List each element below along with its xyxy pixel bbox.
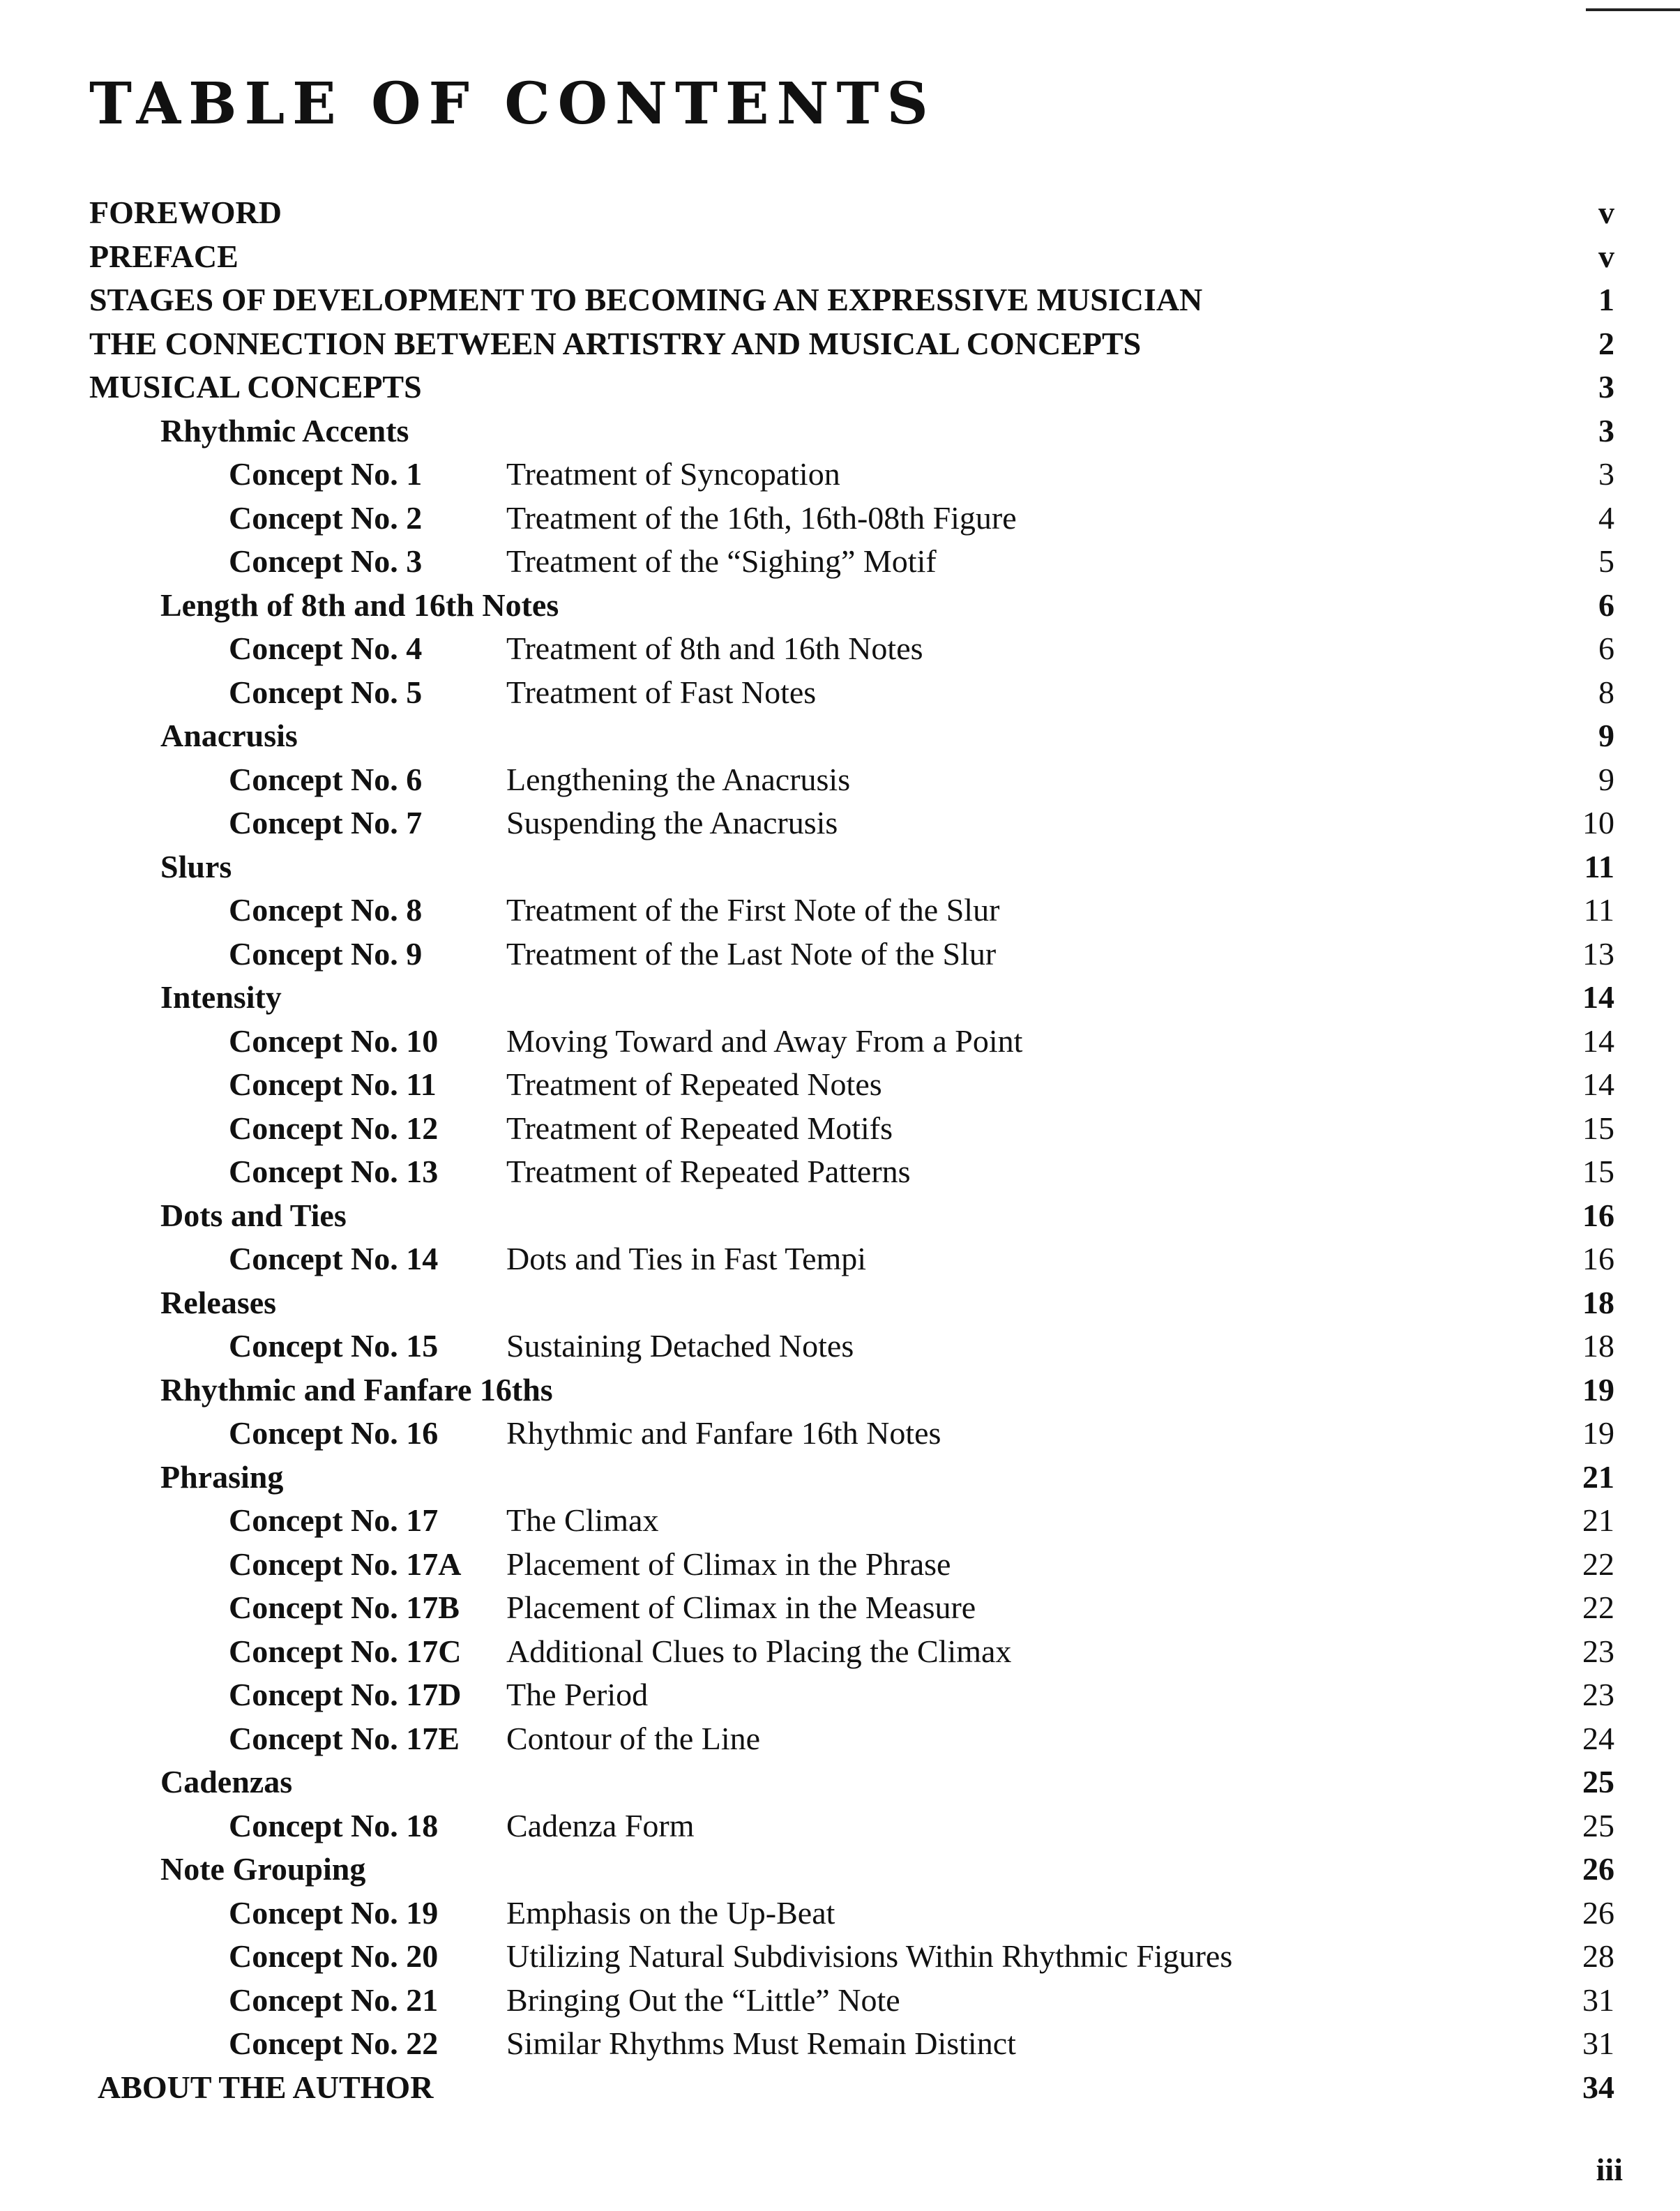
- toc-entry-description: Sustaining Detached Notes: [506, 1328, 854, 1364]
- toc-entry-label: Concept No. 8: [229, 892, 423, 928]
- toc-entry-label: Anacrusis: [160, 718, 298, 753]
- toc-entry-concept: [0, 1673, 1680, 1717]
- toc-entry-label: STAGES OF DEVELOPMENT TO BECOMING AN EXPRESSIVE MUSICIAN: [89, 282, 1203, 317]
- toc-entry-label: Concept No. 20: [229, 1938, 439, 1974]
- toc-entry-concept: [0, 1063, 1680, 1107]
- toc-entry-label: Note Grouping: [160, 1851, 366, 1887]
- toc-entry-description: Treatment of the “Sighing” Motif: [506, 543, 937, 579]
- toc-entry-concept: [0, 1717, 1680, 1761]
- toc-entry-sub: [0, 409, 1680, 453]
- table-of-contents: [0, 191, 1680, 2109]
- toc-entry-label: Concept No. 17A: [229, 1546, 462, 1582]
- toc-entry-label: Concept No. 21: [229, 1982, 439, 2018]
- toc-entry-main: [0, 278, 1680, 322]
- toc-entry-page-number: 23: [1582, 1633, 1614, 1669]
- toc-entry-page-number: 22: [1582, 1546, 1614, 1582]
- toc-entry-description: Treatment of 8th and 16th Notes: [506, 631, 923, 666]
- toc-entry-page-number: 28: [1582, 1938, 1614, 1974]
- toc-entry-label: Concept No. 16: [229, 1415, 439, 1451]
- toc-entry-label: Length of 8th and 16th Notes: [160, 587, 559, 623]
- toc-entry-page-number: 6: [1598, 631, 1614, 666]
- toc-entry-description: Treatment of Fast Notes: [506, 674, 817, 710]
- toc-entry-page-number: 31: [1582, 2025, 1614, 2061]
- toc-entry-page-number: 14: [1582, 1066, 1614, 1102]
- toc-entry-page-number: 3: [1598, 412, 1614, 448]
- toc-entry-label: Dots and Ties: [160, 1197, 347, 1233]
- toc-entry-page-number: 14: [1582, 1023, 1614, 1059]
- toc-entry-label: Concept No. 12: [229, 1110, 439, 1146]
- toc-entry-description: Contour of the Line: [506, 1720, 761, 1756]
- toc-entry-last-main: [0, 2066, 1680, 2110]
- toc-entry-page-number: 25: [1582, 1764, 1614, 1799]
- toc-entry-label: Concept No. 4: [229, 631, 423, 666]
- toc-entry-concept: [0, 1892, 1680, 1935]
- toc-entry-page-number: 10: [1582, 805, 1614, 840]
- toc-entry-label: Concept No. 17E: [229, 1720, 460, 1756]
- toc-entry-page-number: 9: [1598, 718, 1614, 753]
- toc-entry-concept: [0, 758, 1680, 802]
- toc-entry-sub: [0, 845, 1680, 889]
- toc-entry-page-number: 3: [1598, 369, 1614, 405]
- toc-entry-sub: [0, 1848, 1680, 1892]
- toc-entry-concept: [0, 1150, 1680, 1194]
- toc-entry-page-number: 19: [1582, 1371, 1614, 1408]
- toc-entry-description: Suspending the Anacrusis: [506, 805, 838, 840]
- toc-entry-concept: [0, 889, 1680, 933]
- toc-entry-sub: [0, 1456, 1680, 1500]
- toc-entry-page-number: v: [1598, 195, 1614, 230]
- toc-entry-sub: [0, 714, 1680, 758]
- toc-entry-description: Utilizing Natural Subdivisions Within Rhythmic Figures: [506, 1938, 1233, 1974]
- toc-entry-description: Treatment of Repeated Patterns: [506, 1154, 911, 1189]
- toc-entry-label: Concept No. 3: [229, 543, 423, 579]
- toc-entry-description: Treatment of the First Note of the Slur: [506, 892, 1000, 928]
- toc-entry-concept: [0, 1935, 1680, 1979]
- toc-entry-description: Placement of Climax in the Measure: [506, 1590, 976, 1625]
- toc-entry-concept: [0, 1499, 1680, 1543]
- toc-entry-page-number: 22: [1582, 1590, 1614, 1625]
- toc-entry-page-number: 8: [1598, 674, 1614, 710]
- toc-entry-label: Concept No. 18: [229, 1807, 439, 1843]
- toc-entry-page-number: 5: [1598, 543, 1614, 579]
- toc-entry-sub: [0, 976, 1680, 1020]
- toc-entry-page-number: 4: [1598, 499, 1614, 536]
- toc-entry-label: Phrasing: [160, 1458, 284, 1495]
- page-number: iii: [1596, 2152, 1623, 2187]
- toc-entry-page-number: 13: [1582, 935, 1614, 972]
- toc-entry-page-number: 2: [1598, 325, 1614, 361]
- toc-entry-page-number: 24: [1582, 1720, 1614, 1756]
- toc-entry-concept: [0, 1237, 1680, 1281]
- toc-entry-page-number: 16: [1582, 1197, 1614, 1233]
- toc-entry-concept: [0, 801, 1680, 845]
- toc-entry-page-number: 18: [1582, 1328, 1614, 1364]
- toc-entry-page-number: 25: [1582, 1807, 1614, 1843]
- toc-entry-sub: [0, 1281, 1680, 1325]
- toc-entry-page-number: 31: [1582, 1982, 1614, 2018]
- toc-entry-label: Concept No. 15: [229, 1328, 439, 1364]
- toc-entry-label: Concept No. 17D: [229, 1677, 462, 1712]
- toc-entry-page-number: 6: [1598, 587, 1614, 623]
- page-title: TABLE OF CONTENTS: [89, 70, 936, 137]
- toc-entry-label: PREFACE: [89, 238, 239, 274]
- toc-entry-page-number: 26: [1582, 1851, 1614, 1887]
- toc-entry-description: Similar Rhythms Must Remain Distinct: [506, 2025, 1016, 2061]
- toc-entry-description: Cadenza Form: [506, 1807, 695, 1843]
- toc-entry-concept: [0, 933, 1680, 976]
- toc-entry-label: Intensity: [160, 979, 282, 1015]
- top-edge-rule: [1586, 8, 1680, 11]
- toc-entry-main: [0, 322, 1680, 366]
- toc-entry-concept: [0, 453, 1680, 497]
- toc-entry-label: Concept No. 11: [229, 1066, 437, 1102]
- toc-entry-description: Emphasis on the Up-Beat: [506, 1894, 835, 1931]
- toc-entry-page-number: 21: [1582, 1458, 1614, 1495]
- toc-entry-description: Treatment of the Last Note of the Slur: [506, 935, 997, 972]
- toc-entry-label: Concept No. 17C: [229, 1633, 462, 1669]
- toc-entry-label: Concept No. 2: [229, 499, 423, 536]
- toc-entry-label: Rhythmic Accents: [160, 412, 409, 448]
- toc-entry-label: Concept No. 5: [229, 674, 423, 710]
- toc-entry-description: Placement of Climax in the Phrase: [506, 1546, 951, 1582]
- toc-entry-sub: [0, 584, 1680, 628]
- toc-entry-page-number: v: [1598, 238, 1614, 274]
- toc-entry-page-number: 21: [1582, 1502, 1614, 1538]
- toc-entry-page-number: 34: [1582, 2069, 1614, 2105]
- toc-entry-description: Treatment of Repeated Notes: [506, 1066, 882, 1102]
- toc-entry-page-number: 19: [1582, 1415, 1614, 1451]
- toc-entry-label: Concept No. 14: [229, 1241, 439, 1276]
- toc-entry-page-number: 11: [1584, 848, 1614, 884]
- toc-entry-description: Rhythmic and Fanfare 16th Notes: [506, 1415, 941, 1451]
- toc-entry-label: Concept No. 13: [229, 1154, 439, 1189]
- toc-entry-page-number: 15: [1582, 1154, 1614, 1189]
- toc-entry-description: Lengthening the Anacrusis: [506, 761, 851, 797]
- toc-entry-concept: [0, 1107, 1680, 1151]
- toc-entry-description: Additional Clues to Placing the Climax: [506, 1633, 1012, 1669]
- toc-entry-label: Concept No. 9: [229, 935, 423, 972]
- toc-entry-description: Treatment of the 16th, 16th-08th Figure: [506, 499, 1017, 536]
- toc-entry-label: Concept No. 10: [229, 1023, 439, 1059]
- toc-entry-page-number: 15: [1582, 1110, 1614, 1146]
- toc-entry-page-number: 16: [1582, 1241, 1614, 1276]
- toc-entry-page-number: 9: [1598, 761, 1614, 797]
- toc-entry-sub: [0, 1760, 1680, 1804]
- toc-entry-label: Concept No. 17B: [229, 1590, 460, 1625]
- toc-entry-label: Concept No. 22: [229, 2025, 439, 2061]
- toc-entry-concept: [0, 1586, 1680, 1630]
- toc-entry-description: Moving Toward and Away From a Point: [506, 1023, 1023, 1059]
- toc-entry-concept: [0, 497, 1680, 541]
- toc-entry-label: Concept No. 6: [229, 761, 423, 797]
- toc-entry-label: THE CONNECTION BETWEEN ARTISTRY AND MUSICAL CONCEPTS: [89, 325, 1142, 361]
- toc-entry-page-number: 11: [1583, 892, 1614, 928]
- toc-entry-page-number: 26: [1582, 1894, 1614, 1931]
- toc-entry-description: The Period: [506, 1677, 649, 1712]
- toc-entry-page-number: 23: [1582, 1677, 1614, 1712]
- toc-entry-label: FOREWORD: [89, 195, 282, 230]
- toc-entry-concept: [0, 671, 1680, 715]
- toc-entry-page-number: 1: [1598, 282, 1614, 317]
- toc-entry-description: The Climax: [506, 1502, 659, 1538]
- toc-entry-main: [0, 191, 1680, 235]
- toc-entry-page-number: 18: [1582, 1284, 1614, 1320]
- toc-entry-description: Treatment of Repeated Motifs: [506, 1110, 893, 1146]
- toc-entry-concept: [0, 2022, 1680, 2066]
- toc-entry-label: Releases: [160, 1284, 277, 1320]
- toc-entry-concept: [0, 1979, 1680, 2023]
- toc-entry-label: Concept No. 7: [229, 805, 423, 840]
- toc-entry-sub: [0, 1194, 1680, 1238]
- toc-entry-label: Concept No. 1: [229, 456, 423, 492]
- toc-entry-description: Dots and Ties in Fast Tempi: [506, 1241, 867, 1276]
- toc-entry-label: Concept No. 19: [229, 1894, 439, 1931]
- toc-entry-label: Slurs: [160, 848, 232, 884]
- toc-entry-concept: [0, 1543, 1680, 1587]
- toc-entry-label: Cadenzas: [160, 1764, 293, 1799]
- toc-entry-concept: [0, 1325, 1680, 1368]
- toc-entry-concept: [0, 1630, 1680, 1674]
- toc-entry-description: Treatment of Syncopation: [506, 456, 840, 492]
- toc-entry-label: MUSICAL CONCEPTS: [89, 369, 422, 405]
- toc-entry-main: [0, 365, 1680, 409]
- toc-entry-sub: [0, 1368, 1680, 1412]
- toc-entry-label: Concept No. 17: [229, 1502, 439, 1538]
- toc-entry-page-number: 3: [1598, 456, 1614, 492]
- toc-entry-page-number: 14: [1582, 979, 1614, 1015]
- toc-entry-label: ABOUT THE AUTHOR: [98, 2069, 434, 2105]
- toc-entry-main: [0, 235, 1680, 279]
- toc-entry-concept: [0, 540, 1680, 584]
- toc-entry-concept: [0, 1020, 1680, 1064]
- toc-entry-label: Rhythmic and Fanfare 16ths: [160, 1371, 553, 1408]
- toc-entry-description: Bringing Out the “Little” Note: [506, 1982, 900, 2018]
- toc-entry-concept: [0, 627, 1680, 671]
- toc-entry-concept: [0, 1412, 1680, 1456]
- toc-entry-concept: [0, 1804, 1680, 1848]
